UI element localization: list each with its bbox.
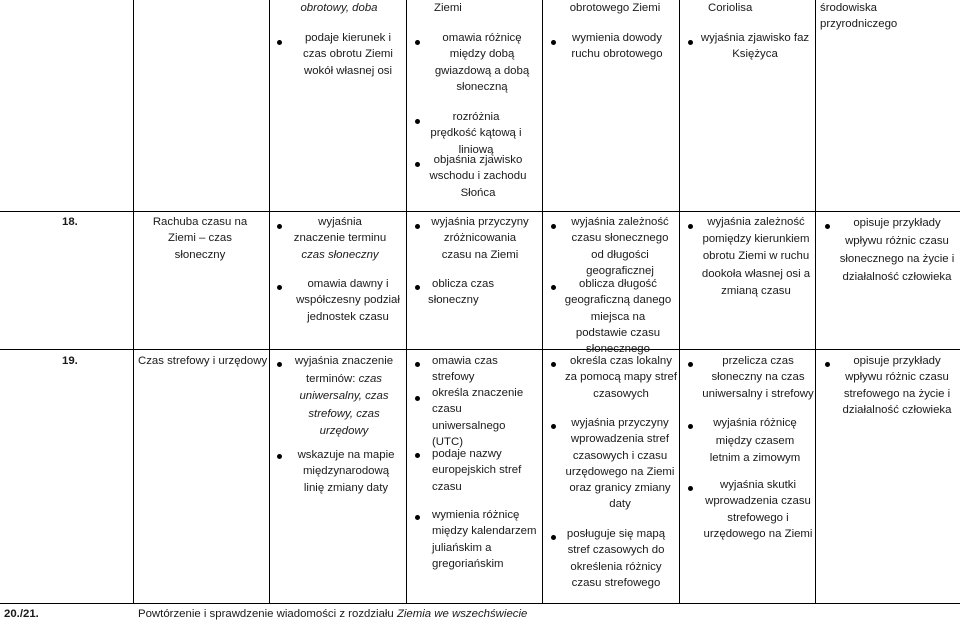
cell-text-italic: czas słoneczny — [301, 248, 379, 261]
cell-text: określa znaczenie czasu uniwersalnego (UTC) — [432, 387, 524, 448]
list-item — [292, 30, 404, 79]
cell-top-c2 — [426, 0, 536, 16]
lesson-topic — [138, 353, 268, 369]
bullet-icon — [277, 224, 282, 229]
list-item — [565, 30, 669, 63]
cell-text: określa czas lokalny za pomocą mapy stref czasowych — [564, 355, 678, 400]
cell-text: wyjaśnia skutki wprowadzenia czasu strefowego i urzędowego na Ziemi — [703, 479, 813, 540]
cell-top-c5 — [820, 0, 954, 33]
list-item — [700, 30, 810, 63]
cell-text: Czas strefowy i urzędowy — [138, 355, 268, 367]
grid-line — [406, 0, 407, 604]
cell-text: wyjaśnia zależność czasu słonecznego od długości geograficznej — [571, 216, 669, 277]
list-item — [428, 109, 524, 158]
list-item — [428, 276, 540, 309]
cell-text: podaje kierunek i czas obrotu Ziemi wokół własnej osi — [303, 32, 393, 77]
cell-text-italic: Ziemia we wszechświecie — [396, 608, 528, 620]
list-item — [700, 214, 812, 300]
bullet-icon — [551, 40, 556, 45]
list-item — [428, 30, 536, 95]
bullet-icon — [415, 453, 420, 458]
bullet-icon — [415, 119, 420, 124]
list-item — [292, 353, 396, 441]
bullet-icon — [415, 224, 420, 229]
bullet-icon — [277, 285, 282, 290]
bullet-icon — [688, 424, 693, 429]
cell-text: 19. — [62, 355, 78, 367]
bullet-icon — [551, 362, 556, 367]
row-divider — [0, 349, 960, 350]
grid-line — [133, 0, 134, 604]
list-item — [700, 415, 810, 468]
list-item — [432, 353, 542, 386]
cell-text: wymienia różnicę między kalendarzem juliańskim a gregoriańskim — [432, 509, 537, 570]
cell-text: wyjaśnia różnicę między czasem letnim a zimowym — [709, 417, 801, 464]
cell-text: opisuje przykłady wpływu różnic czasu słonecznego na życie i działalność człowieka — [839, 217, 955, 283]
cell-text: objaśnia zjawisko wschodu i zachodu Słońca — [429, 154, 527, 199]
list-item — [292, 447, 400, 496]
cell-top-c3 — [556, 0, 674, 16]
cell-text: 18. — [62, 216, 78, 228]
cell-text: omawia dawny i współczesny podział jednostek czasu — [296, 278, 400, 323]
bullet-icon — [415, 515, 420, 520]
bullet-icon — [688, 486, 693, 491]
bullet-icon — [825, 224, 830, 229]
bullet-icon — [415, 362, 420, 367]
lesson-number — [4, 606, 39, 622]
list-item — [428, 214, 532, 263]
cell-top-c1 — [279, 0, 399, 16]
cell-text: rozróżnia prędkość kątową i liniową — [430, 111, 522, 156]
list-item — [432, 507, 540, 572]
cell-text: obrotowy, doba — [300, 2, 378, 14]
bullet-icon — [551, 285, 556, 290]
grid-line — [679, 0, 680, 604]
cell-text: 20./21. — [4, 608, 39, 620]
bullet-icon — [551, 224, 556, 229]
bullet-icon — [415, 285, 420, 290]
cell-text: podaje nazwy europejskich stref czasu — [432, 448, 522, 493]
grid-line — [269, 0, 270, 604]
bullet-icon — [551, 535, 556, 540]
cell-text: omawia czas strefowy — [432, 355, 498, 384]
list-item — [700, 353, 816, 402]
cell-text: wyjaśnia przyczyny zróżnicowania czasu na Ziemi — [431, 216, 529, 261]
bullet-icon — [277, 454, 282, 459]
bullet-icon — [277, 40, 282, 45]
row-divider — [0, 603, 960, 604]
bullet-icon — [688, 362, 693, 367]
row-divider — [0, 211, 960, 212]
bullet-icon — [415, 162, 420, 167]
list-item — [292, 276, 404, 325]
cell-text: wyjaśnia zjawisko faz Księżyca — [700, 32, 810, 61]
list-item — [700, 477, 816, 542]
lesson-number — [62, 214, 78, 230]
list-item — [292, 214, 388, 263]
list-item — [564, 415, 676, 513]
cell-text: posługuje się mapą stref czasowych do określenia różnicy czasu strefowego — [566, 528, 666, 589]
bullet-icon — [825, 362, 830, 367]
list-item — [432, 385, 536, 450]
bullet-icon — [688, 40, 693, 45]
cell-text: obrotowego Ziemi — [569, 2, 661, 14]
cell-top-c4 — [690, 0, 805, 16]
list-item — [564, 353, 678, 402]
list-item — [564, 214, 676, 279]
cell-text: przelicza czas słoneczny na czas uniwersalny i strefowy — [702, 355, 814, 400]
cell-text: omawia różnicę między dobą gwiazdową a dobą słoneczną — [434, 32, 530, 93]
bullet-icon — [415, 396, 420, 401]
cell-text: oblicza długość geograficzną danego miejsca na podstawie czasu słonecznego — [564, 278, 672, 356]
bullet-icon — [415, 40, 420, 45]
list-item — [564, 526, 668, 591]
cell-text: wyjaśnia zależność pomiędzy kierunkiem obrotu Ziemi w ruchu dookoła własnej osi a zmianą czasu — [701, 216, 811, 297]
cell-text: opisuje przykłady wpływu różnic czasu strefowego na życie i działalność człowieka — [842, 355, 952, 416]
list-item — [564, 276, 672, 357]
cell-text: środowiska przyrodniczego — [820, 2, 898, 31]
grid-line — [542, 0, 543, 604]
cell-text: Rachuba czasu na Ziemi – czas słoneczny — [152, 216, 248, 261]
bullet-icon — [551, 424, 556, 429]
list-item — [432, 446, 528, 495]
cell-text: Coriolisa — [708, 2, 753, 14]
cell-text: wskazuje na mapie międzynarodową linię zmiany daty — [297, 449, 395, 494]
cell-text: wyjaśnia znaczenie terminów: — [294, 355, 394, 385]
cell-text: Ziemi — [434, 2, 462, 14]
cell-text: wyjaśnia przyczyny wprowadzenia stref czasowych i czasu urzędowego na Ziemi oraz granicy zmiany daty — [565, 417, 675, 511]
list-item — [428, 152, 528, 201]
bullet-icon — [688, 224, 693, 229]
bullet-icon — [277, 362, 282, 367]
lesson-topic — [138, 606, 527, 622]
cell-text: Powtórzenie i sprawdzenie wiadomości z rozdziału — [138, 608, 397, 620]
cell-text-italic: czas uniwersalny, czas strefowy, czas urzędowy — [299, 372, 389, 437]
list-item — [838, 214, 956, 286]
lesson-number — [62, 353, 78, 369]
lesson-topic — [132, 214, 268, 263]
list-item — [838, 353, 956, 418]
cell-text: wymienia dowody ruchu obrotowego — [571, 32, 663, 61]
cell-text: oblicza czas słoneczny — [428, 278, 495, 307]
cell-text: wyjaśnia znaczenie terminu — [293, 216, 387, 245]
